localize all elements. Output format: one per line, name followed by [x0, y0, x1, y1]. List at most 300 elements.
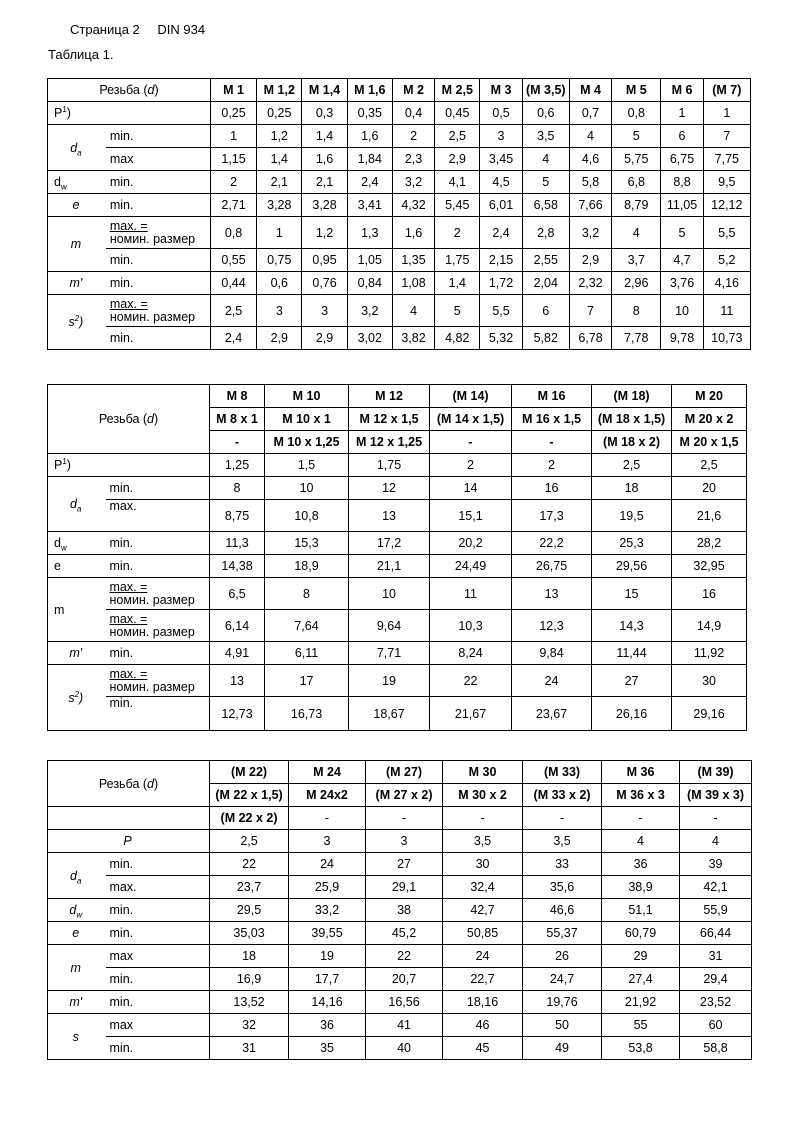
value-cell: 3,2	[392, 171, 434, 194]
value-cell: 3,5	[523, 830, 602, 853]
value-cell: 10	[349, 578, 430, 610]
value-cell: 9,84	[512, 642, 592, 665]
value-cell: 16,56	[366, 991, 443, 1014]
max-eq-label: max. =	[109, 579, 148, 594]
value-cell: 5,8	[569, 171, 611, 194]
column-header: M 30	[443, 761, 523, 784]
column-header: M 1	[210, 79, 256, 102]
min-label: min.	[106, 1037, 210, 1060]
max-eq-label: max. =	[109, 666, 148, 681]
dw-subscript: w	[60, 543, 67, 553]
value-cell: 29,16	[672, 697, 747, 731]
thread-header	[48, 761, 210, 807]
value-cell: 5,5	[480, 295, 522, 327]
value-cell: 18,9	[265, 555, 349, 578]
column-header: M 8	[210, 385, 265, 408]
m-label	[48, 945, 106, 991]
value-cell: 1,3	[347, 217, 392, 249]
value-cell: 0,95	[302, 249, 347, 272]
value-cell: 2,71	[210, 194, 256, 217]
header-row	[48, 385, 747, 408]
fine-thread-cell: M 20 x 2	[672, 408, 747, 431]
pitch-row	[48, 830, 752, 853]
max-label: max	[106, 148, 211, 171]
dw-symbol: d	[54, 536, 61, 550]
value-cell: 6,01	[480, 194, 522, 217]
fine-thread-cell: (M 27 x 2)	[366, 784, 443, 807]
value-cell: 3,02	[347, 327, 392, 350]
page-number: Страница 2	[70, 22, 140, 37]
value-cell: 0,25	[210, 102, 256, 125]
pitch-row	[48, 454, 747, 477]
footnote-2-mark: 2	[74, 689, 80, 699]
max-label: max	[106, 1014, 210, 1037]
value-cell: 16	[672, 578, 747, 610]
value-cell: 6,75	[661, 148, 703, 171]
value-cell: 27	[366, 853, 443, 876]
value-cell: 23,52	[680, 991, 752, 1014]
da-min-row	[48, 125, 751, 148]
value-cell: 15	[592, 578, 672, 610]
s-max-row	[48, 1014, 752, 1037]
e-symbol: e	[72, 198, 80, 212]
fine-thread-cell: -	[680, 807, 752, 830]
value-cell: 4,6	[569, 148, 611, 171]
value-cell: 20,2	[430, 532, 512, 555]
value-cell: 3	[289, 830, 366, 853]
max-nominal-label	[106, 610, 210, 642]
value-cell: 42,7	[443, 899, 523, 922]
da-label	[48, 477, 106, 532]
m-label	[48, 578, 106, 642]
value-cell: 11,05	[661, 194, 703, 217]
value-cell: 30	[443, 853, 523, 876]
m-symbol: m	[54, 602, 65, 617]
value-cell: 15,1	[430, 500, 512, 532]
value-cell: 39	[680, 853, 752, 876]
value-cell: 1	[257, 217, 302, 249]
value-cell: 4	[680, 830, 752, 853]
value-cell: 1,6	[347, 125, 392, 148]
value-cell: 22,7	[443, 968, 523, 991]
value-cell: 3,7	[612, 249, 661, 272]
value-cell: 18	[210, 945, 289, 968]
max-label: max	[106, 945, 210, 968]
value-cell: 4,5	[480, 171, 522, 194]
m-symbol: m	[70, 960, 81, 975]
fine-thread-cell: (M 18 x 2)	[592, 431, 672, 454]
value-cell: 2,04	[522, 272, 569, 295]
value-cell: 11,3	[210, 532, 265, 555]
max-nominal-label	[106, 217, 211, 249]
value-cell: 3	[366, 830, 443, 853]
value-cell: 0,75	[257, 249, 302, 272]
m-prime-label	[48, 991, 106, 1014]
fine-thread-cell: M 36 x 3	[602, 784, 680, 807]
value-cell: 35,03	[210, 922, 289, 945]
min-label: min.	[106, 555, 210, 578]
value-cell: 5	[435, 295, 480, 327]
thread-label-d: d	[147, 83, 155, 97]
value-cell: 3,2	[347, 295, 392, 327]
value-cell: 26,16	[592, 697, 672, 731]
value-cell: 10,73	[703, 327, 750, 350]
column-header: M 3	[480, 79, 522, 102]
value-cell: 21,6	[672, 500, 747, 532]
value-cell: 4,7	[661, 249, 703, 272]
s-max-row	[48, 665, 747, 697]
value-cell: 4,91	[210, 642, 265, 665]
fine-thread-cell: -	[210, 431, 265, 454]
s-label	[48, 295, 106, 350]
value-cell: 19,5	[592, 500, 672, 532]
value-cell: 27	[592, 665, 672, 697]
column-header: (M 18)	[592, 385, 672, 408]
value-cell: 2,5	[210, 830, 289, 853]
dw-row	[48, 899, 752, 922]
value-cell: 3,5	[522, 125, 569, 148]
dw-row	[48, 532, 747, 555]
value-cell: 23,7	[210, 876, 289, 899]
s-label	[48, 665, 106, 731]
value-cell: 12,3	[512, 610, 592, 642]
value-cell: 1,4	[257, 148, 302, 171]
value-cell: 2	[210, 171, 256, 194]
value-cell: 3,41	[347, 194, 392, 217]
value-cell: 16,73	[265, 697, 349, 731]
max-label: max.	[106, 500, 210, 532]
value-cell: 1,5	[265, 454, 349, 477]
value-cell: 3	[302, 295, 347, 327]
min-label: min.	[106, 532, 210, 555]
value-cell: 6,8	[612, 171, 661, 194]
pitch-row	[48, 102, 751, 125]
value-cell: 25,3	[592, 532, 672, 555]
value-cell: 29,4	[680, 968, 752, 991]
m-symbol: m	[70, 237, 82, 251]
value-cell: 46,6	[523, 899, 602, 922]
value-cell: 0,8	[210, 217, 256, 249]
value-cell: 45	[443, 1037, 523, 1060]
value-cell: 2,9	[257, 327, 302, 350]
e-row	[48, 194, 751, 217]
column-header: M 20	[672, 385, 747, 408]
column-header: (M 7)	[703, 79, 750, 102]
value-cell: 7	[703, 125, 750, 148]
value-cell: 4,16	[703, 272, 750, 295]
min-label: min.	[106, 642, 210, 665]
column-header: M 1,6	[347, 79, 392, 102]
value-cell: 13	[512, 578, 592, 610]
m-prime-row	[48, 642, 747, 665]
s-max-row	[48, 295, 751, 327]
da-max-row	[48, 148, 751, 171]
value-cell: 32	[210, 1014, 289, 1037]
footnote-1-mark: 1	[62, 104, 67, 114]
value-cell: 17,3	[512, 500, 592, 532]
value-cell: 3	[257, 295, 302, 327]
min-label: min.	[106, 922, 210, 945]
nominal-size-label: номин. размер	[109, 679, 195, 694]
value-cell: 20,7	[366, 968, 443, 991]
value-cell: 24	[443, 945, 523, 968]
value-cell: 1,35	[392, 249, 434, 272]
value-cell: 6,78	[569, 327, 611, 350]
footnote-1-mark: 1	[62, 456, 67, 466]
value-cell: 17,7	[289, 968, 366, 991]
da-symbol: d	[70, 497, 77, 511]
value-cell: 32,4	[443, 876, 523, 899]
value-cell: 0,5	[480, 102, 522, 125]
value-cell: 5,82	[522, 327, 569, 350]
fine-thread-cell: M 20 x 1,5	[672, 431, 747, 454]
fine-thread-cell: M 10 x 1	[265, 408, 349, 431]
value-cell: 17	[265, 665, 349, 697]
value-cell: 3,28	[257, 194, 302, 217]
value-cell: 12,73	[210, 697, 265, 731]
value-cell: 2,55	[522, 249, 569, 272]
value-cell: 1,2	[302, 217, 347, 249]
value-cell: 13	[349, 500, 430, 532]
value-cell: 11	[703, 295, 750, 327]
value-cell: 42,1	[680, 876, 752, 899]
value-cell: 1,15	[210, 148, 256, 171]
fine-thread-cell: M 12 x 1,5	[349, 408, 430, 431]
value-cell: 2,3	[392, 148, 434, 171]
thread-label-text: Резьба (	[99, 83, 148, 97]
value-cell: 4	[612, 217, 661, 249]
fine-thread-cell: M 12 x 1,25	[349, 431, 430, 454]
value-cell: 41	[366, 1014, 443, 1037]
value-cell: 4	[522, 148, 569, 171]
page-header	[70, 22, 205, 37]
dw-symbol: d	[69, 903, 77, 917]
thread-label-d: d	[147, 412, 154, 426]
fine-thread-row-2	[48, 807, 752, 830]
footnote-close: )	[66, 106, 71, 120]
da-min-row	[48, 477, 747, 500]
column-header: (M 33)	[523, 761, 602, 784]
value-cell: 55,9	[680, 899, 752, 922]
column-header: M 16	[512, 385, 592, 408]
value-cell: 0,45	[435, 102, 480, 125]
value-cell: 22	[430, 665, 512, 697]
min-label: min.	[106, 991, 210, 1014]
column-header: (M 3,5)	[522, 79, 569, 102]
fine-thread-cell: -	[366, 807, 443, 830]
value-cell: 29,56	[592, 555, 672, 578]
column-header: M 10	[265, 385, 349, 408]
value-cell: 31	[210, 1037, 289, 1060]
value-cell: 1,2	[257, 125, 302, 148]
da-label	[48, 125, 106, 171]
value-cell: 1,6	[392, 217, 434, 249]
max-eq-label: max. =	[109, 611, 148, 626]
value-cell: 60,79	[602, 922, 680, 945]
value-cell: 17,2	[349, 532, 430, 555]
m-min-row	[48, 610, 747, 642]
value-cell: 12	[349, 477, 430, 500]
value-cell: 6,11	[265, 642, 349, 665]
value-cell: 24	[289, 853, 366, 876]
fine-thread-cell: M 30 x 2	[443, 784, 523, 807]
value-cell: 49	[523, 1037, 602, 1060]
m-min-row	[48, 968, 752, 991]
s-min-row	[48, 697, 747, 731]
thread-label-close: )	[153, 412, 159, 426]
e-label	[48, 555, 106, 578]
e-symbol: e	[72, 926, 80, 940]
value-cell: 27,4	[602, 968, 680, 991]
value-cell: 15,3	[265, 532, 349, 555]
value-cell: 6,5	[210, 578, 265, 610]
e-label	[48, 194, 106, 217]
value-cell: 20	[672, 477, 747, 500]
value-cell: 8	[265, 578, 349, 610]
fine-thread-cell: -	[602, 807, 680, 830]
column-header: M 2,5	[435, 79, 480, 102]
column-header: M 1,2	[257, 79, 302, 102]
fine-thread-cell: -	[523, 807, 602, 830]
m-prime-label	[48, 272, 106, 295]
value-cell: 10	[265, 477, 349, 500]
fine-thread-cell: (M 14 x 1,5)	[430, 408, 512, 431]
value-cell: 1,05	[347, 249, 392, 272]
value-cell: 45,2	[366, 922, 443, 945]
da-subscript: a	[77, 148, 82, 157]
dw-subscript: w	[60, 182, 67, 192]
value-cell: 10,3	[430, 610, 512, 642]
value-cell: 55,37	[523, 922, 602, 945]
min-label: min.	[106, 899, 210, 922]
fine-thread-cell: M 24x2	[289, 784, 366, 807]
value-cell: 14	[430, 477, 512, 500]
value-cell: 4	[569, 125, 611, 148]
value-cell: 2	[430, 454, 512, 477]
value-cell: 55	[602, 1014, 680, 1037]
dw-subscript: w	[76, 910, 83, 920]
value-cell: 2,1	[257, 171, 302, 194]
value-cell: 35	[289, 1037, 366, 1060]
nominal-size-label: номин. размер	[109, 309, 196, 324]
m-prime-row	[48, 991, 752, 1014]
value-cell: 36	[289, 1014, 366, 1037]
value-cell: 36	[602, 853, 680, 876]
value-cell: 1,08	[392, 272, 434, 295]
value-cell: 2	[392, 125, 434, 148]
value-cell: 2,4	[480, 217, 522, 249]
value-cell: 46	[443, 1014, 523, 1037]
value-cell: 8	[210, 477, 265, 500]
value-cell: 7	[569, 295, 611, 327]
dw-label	[48, 899, 106, 922]
value-cell: 4	[392, 295, 434, 327]
thread-header	[48, 385, 210, 454]
value-cell: 60	[680, 1014, 752, 1037]
min-label: min.	[106, 477, 210, 500]
header-row	[48, 79, 751, 102]
value-cell: 14,16	[289, 991, 366, 1014]
value-cell: 6	[661, 125, 703, 148]
value-cell: 3	[480, 125, 522, 148]
m-prime-label	[48, 642, 106, 665]
value-cell: 1,4	[302, 125, 347, 148]
value-cell: 51,1	[602, 899, 680, 922]
m-prime-row	[48, 272, 751, 295]
value-cell: 30	[672, 665, 747, 697]
value-cell: 12,12	[703, 194, 750, 217]
value-cell: 35,6	[523, 876, 602, 899]
value-cell: 11,44	[592, 642, 672, 665]
value-cell: 1,72	[480, 272, 522, 295]
value-cell: 1	[661, 102, 703, 125]
value-cell: 2,8	[522, 217, 569, 249]
fine-thread-cell: M 8 x 1	[210, 408, 265, 431]
value-cell: 21,67	[430, 697, 512, 731]
e-label	[48, 922, 106, 945]
dw-label	[48, 171, 106, 194]
da-min-row	[48, 853, 752, 876]
value-cell: 0,76	[302, 272, 347, 295]
value-cell: 38	[366, 899, 443, 922]
min-label: min.	[106, 125, 211, 148]
header-row	[48, 761, 752, 784]
value-cell: 7,64	[265, 610, 349, 642]
value-cell: 53,8	[602, 1037, 680, 1060]
column-header: M 2	[392, 79, 434, 102]
value-cell: 0,8	[612, 102, 661, 125]
value-cell: 16,9	[210, 968, 289, 991]
m-min-row	[48, 249, 751, 272]
value-cell: 3,45	[480, 148, 522, 171]
value-cell: 5	[522, 171, 569, 194]
thread-header	[48, 79, 211, 102]
value-cell: 19,76	[523, 991, 602, 1014]
value-cell: 0,7	[569, 102, 611, 125]
empty-label-cell	[48, 807, 210, 830]
pitch-label	[48, 454, 210, 477]
value-cell: 1	[210, 125, 256, 148]
column-header: (M 14)	[430, 385, 512, 408]
pitch-label	[48, 102, 211, 125]
value-cell: 29,1	[366, 876, 443, 899]
value-cell: 9,64	[349, 610, 430, 642]
value-cell: 11,92	[672, 642, 747, 665]
value-cell: 2,15	[480, 249, 522, 272]
value-cell: 0,55	[210, 249, 256, 272]
value-cell: 6,14	[210, 610, 265, 642]
value-cell: 8,75	[210, 500, 265, 532]
value-cell: 1,25	[210, 454, 265, 477]
thread-label-text: Резьба (	[98, 412, 148, 426]
value-cell: 18,67	[349, 697, 430, 731]
value-cell: 26	[523, 945, 602, 968]
value-cell: 2,9	[569, 249, 611, 272]
fine-thread-cell: -	[289, 807, 366, 830]
m-max-row	[48, 217, 751, 249]
thread-label-d: d	[147, 776, 154, 791]
s-symbol: s	[72, 1029, 79, 1044]
column-header: M 1,4	[302, 79, 347, 102]
value-cell: 39,55	[289, 922, 366, 945]
value-cell: 2,4	[210, 327, 256, 350]
min-label: min.	[106, 968, 210, 991]
max-label: max.	[106, 876, 210, 899]
footnote-close: )	[79, 690, 84, 705]
column-header: M 5	[612, 79, 661, 102]
max-nominal-label	[106, 665, 210, 697]
fine-thread-cell: (M 33 x 2)	[523, 784, 602, 807]
